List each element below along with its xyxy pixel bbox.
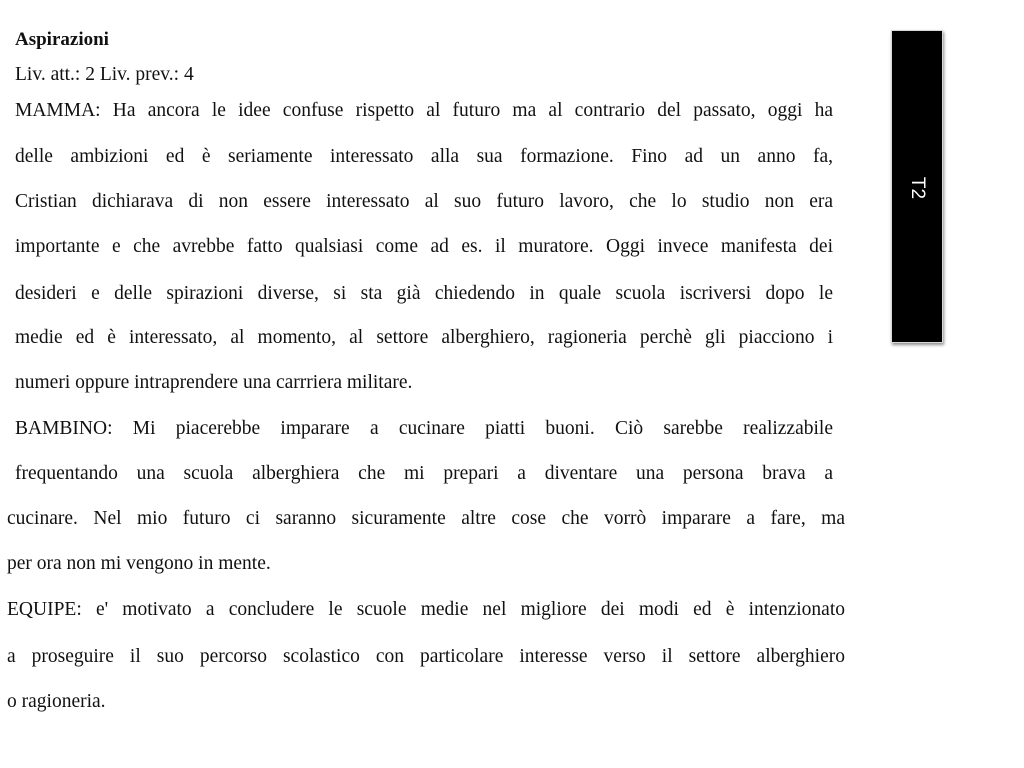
paragraph-line: frequentando una scuola alberghiera che mi prepari a diventare una persona brava a [15,463,833,484]
paragraph-line: importante e che avrebbe fatto qualsiasi come ad es. il muratore. Oggi invece manifesta dei [15,236,833,257]
section-heading: Aspirazioni [15,29,109,50]
paragraph-line: per ora non mi vengono in mente. [7,553,271,574]
paragraph-line: medie ed è interessato, al momento, al settore alberghiero, ragioneria perchè gli piacciono i [15,327,833,348]
paragraph-line: EQUIPE: e' motivato a concludere le scuole medie nel migliore dei modi ed è intenzionato [7,599,845,620]
side-tab-label: T2 [907,176,928,200]
paragraph-line: desideri e delle spirazioni diverse, si sta già chiedendo in quale scuola iscriversi dopo le [15,283,833,304]
paragraph-line: MAMMA: Ha ancora le idee confuse rispetto al futuro ma al contrario del passato, oggi ha [15,100,833,121]
levels-text: Liv. att.: 2 Liv. prev.: 4 [15,64,194,85]
paragraph-line: Cristian dichiarava di non essere interessato al suo futuro lavoro, che lo studio non era [15,191,833,212]
side-tab[interactable] [891,30,943,343]
paragraph-line: cucinare. Nel mio futuro ci saranno sicuramente altre cose che vorrò imparare a fare, ma [7,508,845,529]
paragraph-line: numeri oppure intraprendere una carrriera militare. [15,372,413,393]
paragraph-line: o ragioneria. [7,691,106,712]
paragraph-line: delle ambizioni ed è seriamente interessato alla sua formazione. Fino ad un anno fa, [15,146,833,167]
paragraph-line: a proseguire il suo percorso scolastico con particolare interesse verso il settore alberghiero [7,646,845,667]
paragraph-line: BAMBINO: Mi piacerebbe imparare a cucinare piatti buoni. Ciò sarebbe realizzabile [15,418,833,439]
